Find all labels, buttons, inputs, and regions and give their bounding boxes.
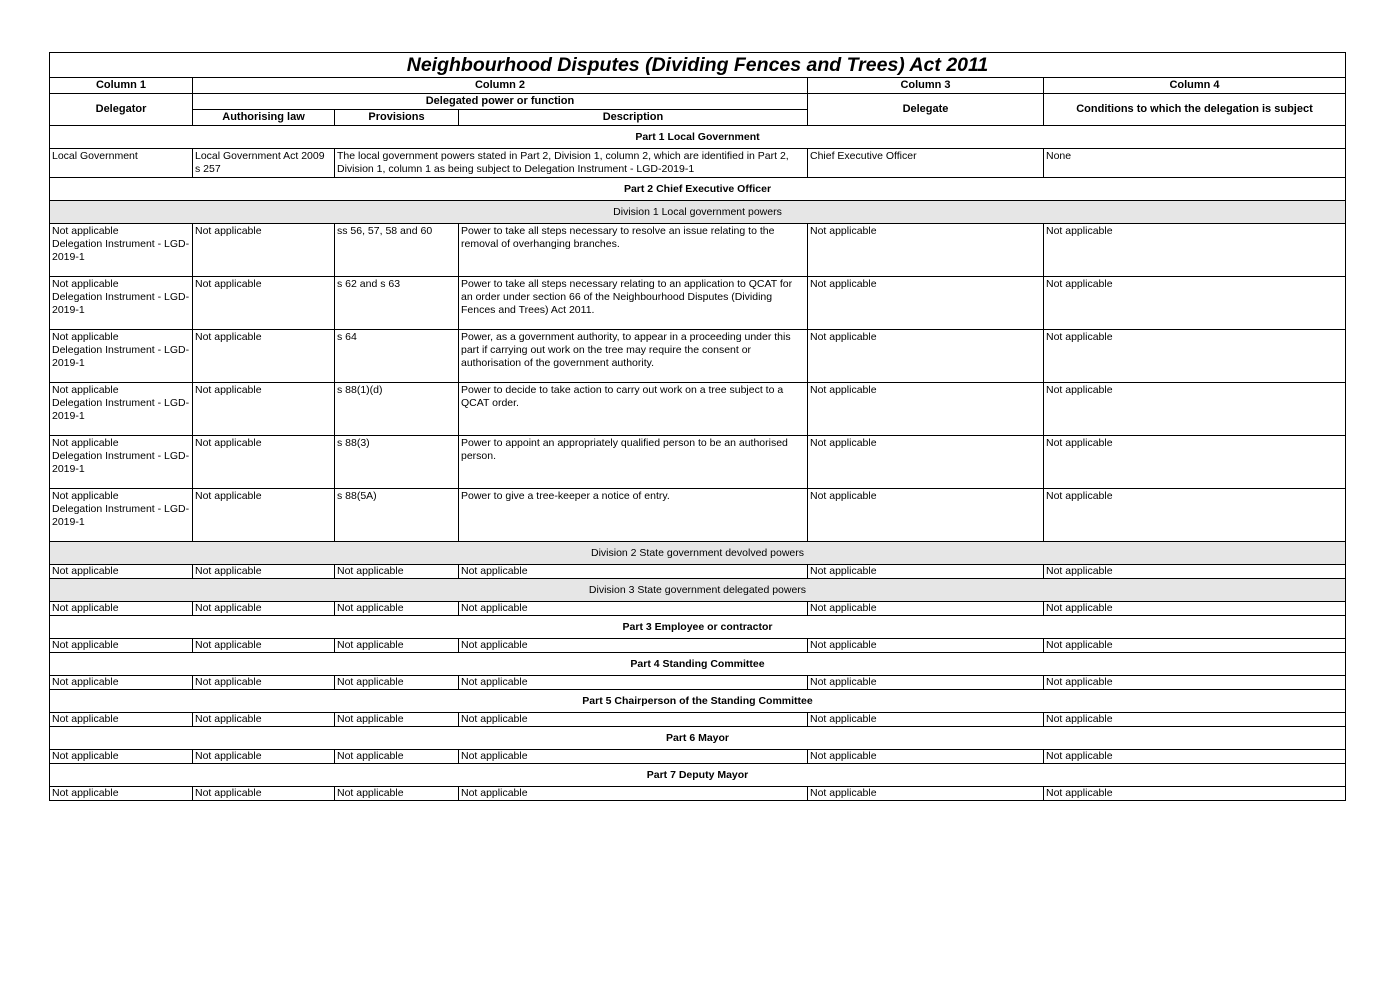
description-cell: The local government powers stated in Part 2, Division 1, column 2, which are identified in Part 2, Division 1, column 1 as being subject to Delegation Instrument - LGD-2019-1 bbox=[335, 149, 808, 178]
authorising-law-cell: Not applicable bbox=[193, 602, 335, 616]
table-row bbox=[50, 676, 1346, 690]
authorising-law-header: Authorising law bbox=[193, 110, 335, 126]
delegator-cell: Not applicable Delegation Instrument - LGD-2019-1 bbox=[50, 277, 193, 330]
division-2-heading: Division 2 State government devolved powers bbox=[50, 542, 1346, 565]
delegate-cell: Not applicable bbox=[808, 383, 1044, 436]
table-row bbox=[50, 713, 1346, 727]
description-cell: Not applicable bbox=[459, 713, 808, 727]
description-cell: Not applicable bbox=[459, 602, 808, 616]
delegator-cell: Not applicable bbox=[50, 565, 193, 579]
delegate-cell: Not applicable bbox=[808, 436, 1044, 489]
delegate-cell: Not applicable bbox=[808, 713, 1044, 727]
authorising-law-cell: Not applicable bbox=[193, 565, 335, 579]
authorising-law-cell: Not applicable bbox=[193, 330, 335, 383]
conditions-cell: Not applicable bbox=[1044, 787, 1346, 801]
part-1-heading: Part 1 Local Government bbox=[50, 126, 1346, 149]
delegator-cell: Local Government bbox=[50, 149, 193, 178]
description-cell: Not applicable bbox=[459, 639, 808, 653]
authorising-law-cell: Not applicable bbox=[193, 224, 335, 277]
part-7-heading: Part 7 Deputy Mayor bbox=[50, 764, 1346, 787]
description-header: Description bbox=[459, 110, 808, 126]
part-2-heading: Part 2 Chief Executive Officer bbox=[50, 178, 1346, 201]
delegator-cell: Not applicable Delegation Instrument - LGD-2019-1 bbox=[50, 436, 193, 489]
delegator-cell: Not applicable Delegation Instrument - LGD-2019-1 bbox=[50, 383, 193, 436]
description-cell: Power to appoint an appropriately qualified person to be an authorised person. bbox=[459, 436, 808, 489]
authorising-law-cell: Not applicable bbox=[193, 383, 335, 436]
delegate-cell: Not applicable bbox=[808, 565, 1044, 579]
description-cell: Power to decide to take action to carry out work on a tree subject to a QCAT order. bbox=[459, 383, 808, 436]
description-cell: Power to take all steps necessary to resolve an issue relating to the removal of overhanging branches. bbox=[459, 224, 808, 277]
authorising-law-cell: Not applicable bbox=[193, 750, 335, 764]
delegate-cell: Not applicable bbox=[808, 489, 1044, 542]
table-row bbox=[50, 565, 1346, 579]
conditions-cell: Not applicable bbox=[1044, 383, 1346, 436]
part-5-heading: Part 5 Chairperson of the Standing Committee bbox=[50, 690, 1346, 713]
table-row bbox=[50, 602, 1346, 616]
table-row bbox=[50, 787, 1346, 801]
conditions-cell: Not applicable bbox=[1044, 330, 1346, 383]
provisions-cell: Not applicable bbox=[335, 787, 459, 801]
delegate-cell: Not applicable bbox=[808, 277, 1044, 330]
table-row bbox=[50, 639, 1346, 653]
conditions-cell: Not applicable bbox=[1044, 676, 1346, 690]
authorising-law-cell: Not applicable bbox=[193, 676, 335, 690]
authorising-law-cell: Not applicable bbox=[193, 787, 335, 801]
description-cell: Not applicable bbox=[459, 676, 808, 690]
description-cell: Not applicable bbox=[459, 787, 808, 801]
part-6-heading: Part 6 Mayor bbox=[50, 727, 1346, 750]
table-row bbox=[50, 224, 1346, 277]
delegate-cell: Chief Executive Officer bbox=[808, 149, 1044, 178]
authorising-law-cell: Not applicable bbox=[193, 713, 335, 727]
column-1-header: Column 1 bbox=[50, 78, 193, 94]
authorising-law-cell: Not applicable bbox=[193, 639, 335, 653]
table-row bbox=[50, 436, 1346, 489]
conditions-header: Conditions to which the delegation is subject bbox=[1044, 94, 1346, 126]
delegate-cell: Not applicable bbox=[808, 750, 1044, 764]
division-1-heading: Division 1 Local government powers bbox=[50, 201, 1346, 224]
delegator-cell: Not applicable bbox=[50, 639, 193, 653]
delegate-cell: Not applicable bbox=[808, 787, 1044, 801]
delegator-cell: Not applicable bbox=[50, 713, 193, 727]
description-cell: Power, as a government authority, to appear in a proceeding under this part if carrying out work on the tree may require the consent or authorisation of the government authority. bbox=[459, 330, 808, 383]
authorising-law-cell: Not applicable bbox=[193, 277, 335, 330]
conditions-cell: Not applicable bbox=[1044, 436, 1346, 489]
authorising-law-cell: Not applicable bbox=[193, 436, 335, 489]
provisions-cell: ss 56, 57, 58 and 60 bbox=[335, 224, 459, 277]
table-row bbox=[50, 149, 1346, 178]
delegate-header: Delegate bbox=[808, 94, 1044, 126]
delegate-cell: Not applicable bbox=[808, 639, 1044, 653]
provisions-cell: Not applicable bbox=[335, 602, 459, 616]
conditions-cell: Not applicable bbox=[1044, 713, 1346, 727]
division-3-heading: Division 3 State government delegated powers bbox=[50, 579, 1346, 602]
description-cell: Power to take all steps necessary relating to an application to QCAT for an order under section 66 of the Neighbourhood Disputes (Dividing Fences and Trees) Act 2011. bbox=[459, 277, 808, 330]
column-3-header: Column 3 bbox=[808, 78, 1044, 94]
provisions-cell: Not applicable bbox=[335, 750, 459, 764]
conditions-cell: Not applicable bbox=[1044, 224, 1346, 277]
table-row bbox=[50, 750, 1346, 764]
part-3-heading: Part 3 Employee or contractor bbox=[50, 616, 1346, 639]
provisions-header: Provisions bbox=[335, 110, 459, 126]
table-row bbox=[50, 277, 1346, 330]
provisions-cell: Not applicable bbox=[335, 713, 459, 727]
delegate-cell: Not applicable bbox=[808, 602, 1044, 616]
column-4-header: Column 4 bbox=[1044, 78, 1346, 94]
delegate-cell: Not applicable bbox=[808, 676, 1044, 690]
conditions-cell: Not applicable bbox=[1044, 639, 1346, 653]
provisions-cell: Not applicable bbox=[335, 639, 459, 653]
delegation-table bbox=[49, 52, 1346, 801]
delegator-header: Delegator bbox=[50, 94, 193, 126]
delegator-cell: Not applicable bbox=[50, 602, 193, 616]
conditions-cell: Not applicable bbox=[1044, 489, 1346, 542]
delegate-cell: Not applicable bbox=[808, 224, 1044, 277]
delegator-cell: Not applicable Delegation Instrument - LGD-2019-1 bbox=[50, 489, 193, 542]
description-cell: Not applicable bbox=[459, 750, 808, 764]
delegator-cell: Not applicable bbox=[50, 787, 193, 801]
description-cell: Not applicable bbox=[459, 565, 808, 579]
provisions-cell: s 62 and s 63 bbox=[335, 277, 459, 330]
conditions-cell: Not applicable bbox=[1044, 277, 1346, 330]
provisions-cell: s 88(3) bbox=[335, 436, 459, 489]
column-2-header: Column 2 bbox=[193, 78, 808, 94]
part-4-heading: Part 4 Standing Committee bbox=[50, 653, 1346, 676]
provisions-cell: Not applicable bbox=[335, 676, 459, 690]
provisions-cell: Not applicable bbox=[335, 565, 459, 579]
conditions-cell: None bbox=[1044, 149, 1346, 178]
delegated-power-header: Delegated power or function bbox=[193, 94, 808, 110]
document-title: Neighbourhood Disputes (Dividing Fences and Trees) Act 2011 bbox=[50, 53, 1346, 78]
authorising-law-cell: Not applicable bbox=[193, 489, 335, 542]
description-cell: Power to give a tree-keeper a notice of entry. bbox=[459, 489, 808, 542]
table-row bbox=[50, 330, 1346, 383]
delegate-cell: Not applicable bbox=[808, 330, 1044, 383]
table-row bbox=[50, 489, 1346, 542]
delegator-cell: Not applicable Delegation Instrument - LGD-2019-1 bbox=[50, 224, 193, 277]
conditions-cell: Not applicable bbox=[1044, 602, 1346, 616]
authorising-law-cell: Local Government Act 2009 s 257 bbox=[193, 149, 335, 178]
table-row bbox=[50, 383, 1346, 436]
delegator-cell: Not applicable Delegation Instrument - LGD-2019-1 bbox=[50, 330, 193, 383]
provisions-cell: s 64 bbox=[335, 330, 459, 383]
provisions-cell: s 88(5A) bbox=[335, 489, 459, 542]
conditions-cell: Not applicable bbox=[1044, 565, 1346, 579]
provisions-cell: s 88(1)(d) bbox=[335, 383, 459, 436]
delegator-cell: Not applicable bbox=[50, 750, 193, 764]
delegator-cell: Not applicable bbox=[50, 676, 193, 690]
conditions-cell: Not applicable bbox=[1044, 750, 1346, 764]
